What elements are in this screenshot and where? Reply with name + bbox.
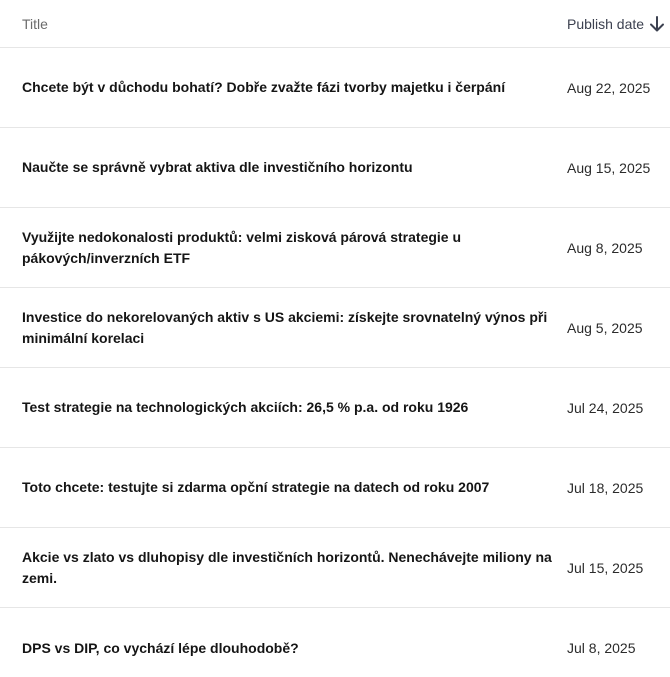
post-title-link[interactable]: Test strategie na technologických akciích: 26,5 % p.a. od roku 1926 xyxy=(22,399,469,415)
title-column-header[interactable]: Title xyxy=(22,15,48,32)
post-date: Aug 5, 2025 xyxy=(567,319,643,336)
table-row[interactable] xyxy=(0,208,670,288)
table-row[interactable] xyxy=(0,288,670,368)
post-date: Aug 8, 2025 xyxy=(567,239,643,256)
post-date: Aug 22, 2025 xyxy=(567,79,651,96)
post-title-link[interactable]: Naučte se správně vybrat aktiva dle investičního horizontu xyxy=(22,159,413,175)
table-row[interactable] xyxy=(0,448,670,528)
arrow-down-icon[interactable] xyxy=(649,15,665,33)
table-header xyxy=(0,0,670,48)
table-row[interactable] xyxy=(0,48,670,128)
table-row[interactable] xyxy=(0,528,670,608)
post-date: Jul 8, 2025 xyxy=(567,640,636,656)
post-title-link[interactable]: Akcie vs zlato vs dluhopisy dle investičních horizontů. Nenechávejte miliony na zemi. xyxy=(22,548,552,586)
post-title-link[interactable]: Investice do nekorelovaných aktiv s US akciemi: získejte srovnatelný výnos při minimální korelaci xyxy=(22,308,548,346)
table-row[interactable] xyxy=(0,368,670,448)
table-row[interactable] xyxy=(0,608,670,677)
table-row[interactable] xyxy=(0,128,670,208)
post-title-link[interactable]: Chcete být v důchodu bohatí? Dobře zvažte fázi tvorby majetku i čerpání xyxy=(22,79,506,95)
post-title-link[interactable]: DPS vs DIP, co vychází lépe dlouhodobě? xyxy=(22,639,299,656)
publish-date-column-header[interactable] xyxy=(567,15,665,33)
post-date: Jul 24, 2025 xyxy=(567,399,644,416)
publish-date-label: Publish date xyxy=(567,15,645,32)
post-date: Jul 15, 2025 xyxy=(567,559,644,576)
post-title-link[interactable]: Využijte nedokonalosti produktů: velmi zisková párová strategie u pákových/inverzních ETF xyxy=(22,228,462,266)
post-date: Aug 15, 2025 xyxy=(567,159,651,176)
post-date: Jul 18, 2025 xyxy=(567,479,644,496)
post-title-link[interactable]: Toto chcete: testujte si zdarma opční strategie na datech od roku 2007 xyxy=(22,479,490,495)
